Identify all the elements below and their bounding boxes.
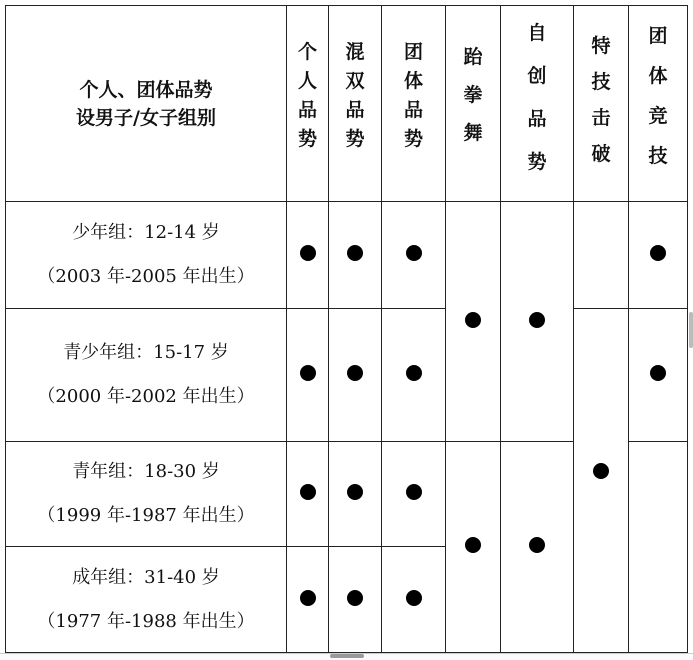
group-name: 青年组：18-30 岁 [72, 461, 220, 482]
mark-cell [574, 309, 629, 653]
header-special-breaking [574, 6, 629, 202]
header-team-poomsae [382, 6, 446, 202]
dot-marker [300, 484, 316, 500]
dot-marker [300, 590, 316, 606]
dot-marker [529, 537, 545, 553]
empty-cell [629, 442, 688, 653]
group-birth: （1999 年-1987 年出生） [37, 505, 255, 526]
header-event-2: 混双品势 [345, 41, 365, 150]
mark-cell [287, 442, 329, 547]
dot-marker [406, 590, 422, 606]
header-event-6: 特技击破 [591, 35, 611, 165]
mark-cell [329, 202, 382, 309]
header-row [6, 6, 688, 202]
header-team-sparring [629, 6, 688, 202]
dot-marker [300, 365, 316, 381]
group-name: 少年组：12-14 岁 [72, 222, 220, 243]
mark-cell [329, 442, 382, 547]
mark-cell [287, 202, 329, 309]
dot-marker [347, 484, 363, 500]
dot-marker [465, 312, 481, 328]
header-freestyle-poomsae [501, 6, 574, 202]
mark-cell [329, 309, 382, 442]
group-name: 成年组：31-40 岁 [72, 566, 220, 588]
group-birth: （2000 年-2002 年出生） [37, 386, 255, 407]
dot-marker [465, 537, 481, 553]
group-cell [6, 309, 287, 442]
table-row [6, 309, 688, 442]
mark-cell [446, 202, 501, 442]
dot-marker [406, 365, 422, 381]
dot-marker [347, 245, 363, 261]
mark-cell [501, 442, 574, 653]
dot-marker [529, 312, 545, 328]
header-event-5: 自创品势 [527, 22, 547, 173]
header-category-cell [6, 6, 287, 202]
mark-cell [446, 442, 501, 653]
header-line-1: 个人、团体品势 [79, 78, 213, 101]
mark-cell [629, 309, 688, 442]
group-name: 青少年组：15-17 岁 [63, 342, 229, 363]
group-cell [6, 547, 287, 653]
header-event-1: 个人品势 [297, 41, 317, 150]
mark-cell [501, 202, 574, 442]
header-line-2: 设男子/女子组别 [76, 106, 216, 129]
header-taekwondo-dance [446, 6, 501, 202]
mark-cell [287, 547, 329, 653]
table-row [6, 202, 688, 309]
dot-marker [300, 245, 316, 261]
header-event-3: 团体品势 [403, 41, 423, 150]
mark-cell [629, 202, 688, 309]
group-cell [6, 442, 287, 547]
mark-cell [287, 309, 329, 442]
mark-cell [329, 547, 382, 653]
dot-marker [406, 484, 422, 500]
dot-marker [347, 365, 363, 381]
dot-marker [650, 245, 666, 261]
mark-cell [382, 442, 446, 547]
dot-marker [593, 463, 609, 479]
group-birth: （2003 年-2005 年出生） [37, 266, 255, 287]
mark-cell [382, 547, 446, 653]
dot-marker [406, 245, 422, 261]
group-cell [6, 202, 287, 309]
mark-cell [382, 309, 446, 442]
dot-marker [347, 590, 363, 606]
empty-cell [574, 202, 629, 309]
header-event-4: 跆拳舞 [463, 46, 483, 144]
header-mixed-pair-poomsae [329, 6, 382, 202]
header-event-7: 团体竞技 [648, 25, 668, 167]
dot-marker [650, 365, 666, 381]
group-birth: （1977 年-1988 年出生） [37, 610, 255, 632]
competition-table [5, 5, 688, 653]
vertical-scrollbar-thumb[interactable] [689, 312, 693, 348]
header-individual-poomsae [287, 6, 329, 202]
horizontal-scrollbar-thumb[interactable] [330, 654, 364, 658]
mark-cell [382, 202, 446, 309]
